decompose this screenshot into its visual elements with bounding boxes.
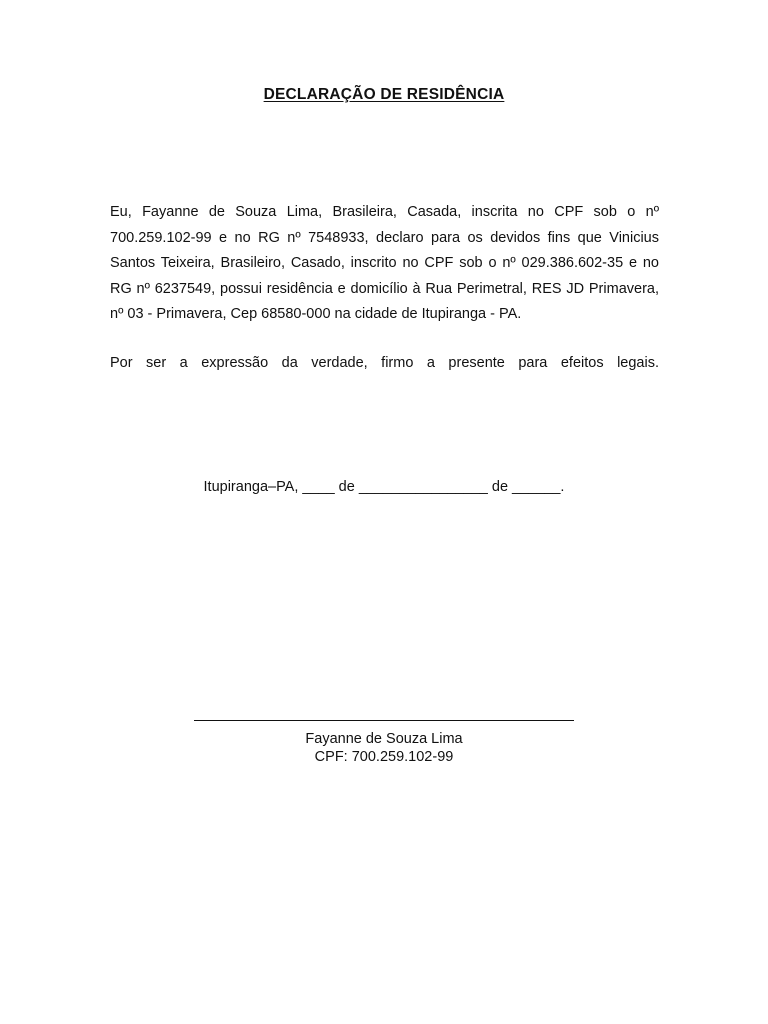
signature-line (194, 720, 574, 721)
declaration-paragraph: Eu, Fayanne de Souza Lima, Brasileira, Casada, inscrita no CPF sob o nº 700.259.102-99 e no RG nº 7548933, declaro para os devidos fins que Vinicius Santos Teixeira, Brasileiro, Casado, inscrito no CPF sob o nº 029.386.602-35 e no RG nº 6237549, possui residência e domicílio à Rua Perimetral, RES JD Primavera, nº 03 - Primavera, Cep 68580-000 na cidade de Itupiranga - PA. (110, 204, 659, 322)
place-date-line: Itupiranga–PA, ____ de ________________ de ______. (203, 479, 565, 495)
closing-paragraph: Por ser a expressão da verdade, firmo a presente para efeitos legais. (110, 355, 659, 371)
signatory-name: Fayanne de Souza Lima (305, 731, 463, 747)
document-title: DECLARAÇÃO DE RESIDÊNCIA (263, 86, 505, 103)
signatory-cpf: CPF: 700.259.102-99 (314, 749, 454, 765)
